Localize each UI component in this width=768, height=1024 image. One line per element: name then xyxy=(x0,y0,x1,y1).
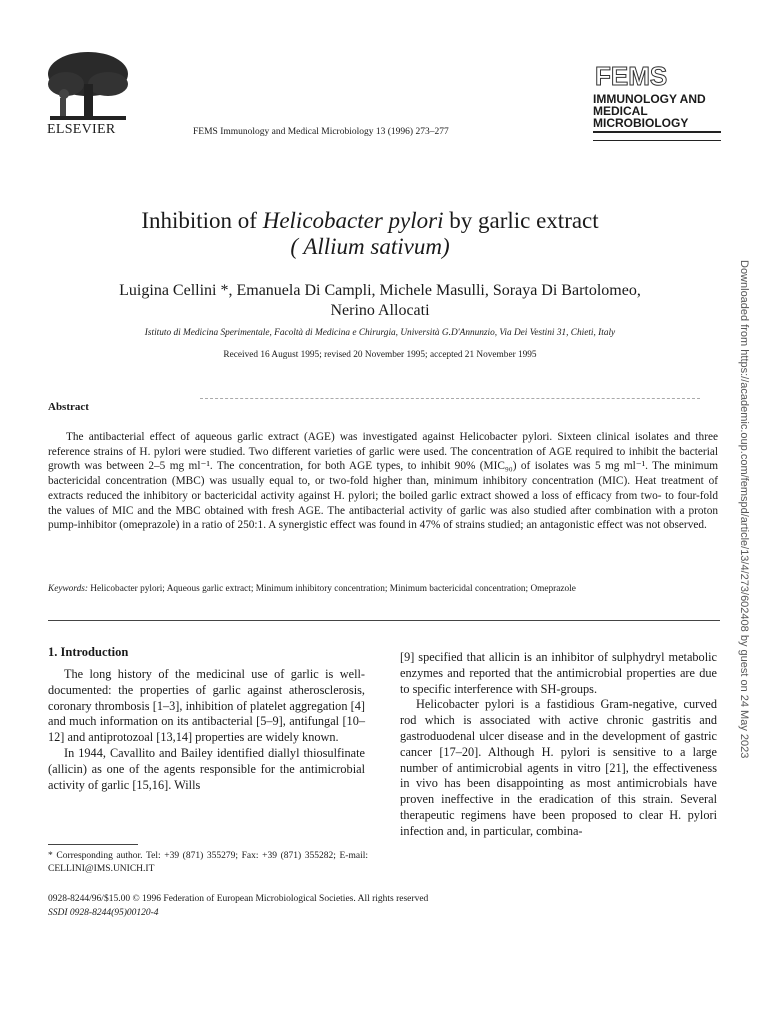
footnote: * Corresponding author. Tel: +39 (871) 355279; Fax: +39 (871) 355282; E-mail: CELLINI@IMS.UNICH.IT xyxy=(48,851,368,874)
journal-title-line: MEDICAL xyxy=(593,104,648,118)
left-column xyxy=(48,667,365,793)
author-list: Luigina Cellini *, Emanuela Di Campli, Michele Masulli, Soraya Di Bartolomeo, Nerino Allocati xyxy=(119,282,641,319)
footnote-rule xyxy=(48,844,138,845)
header-rule xyxy=(593,131,721,133)
section-heading: 1. Introduction xyxy=(48,645,129,659)
journal-citation: FEMS Immunology and Medical Microbiology 13 (1996) 273–277 xyxy=(193,127,449,137)
abstract-text: The antibacterial effect of aqueous garlic extract (AGE) was investigated against Helicobacter pylori. Sixteen clinical isolates and three reference strains of H. pylori were studied. Two different varieties of garlic were used. The concentration of AGE required to inhibit the bacterial growth was between 2–5 mg ml⁻¹. The concentration, for both AGE types, to inhibit 90% (MIC₉₀) of isolates was 5 mg ml⁻¹. The minimum bactericidal concentration (MBC) was usually equal to, or two-fold higher than, minimum inhibitory concentration (MIC). Heat treatment of extracts reduced the inhibitory or bactericidal activity against H. pylori; the boiled garlic extract showed a loss of efficacy from two- to four-fold the values of MIC and the MBC obtained with fresh AGE. The antibacterial activity of garlic was also studied after combination with a proton pump-inhibitor (omeprazole) in a ratio of 250:1. A synergistic effect was found in 47% of strains studied; an antagonistic effect was not observed. xyxy=(48,431,718,532)
affiliation: Istituto di Medicina Sperimentale, Facoltà di Medicina e Chirurgia, Università G.D'Annunzio, Via Dei Vestini 31, Chieti, Italy xyxy=(144,328,616,338)
download-note: Downloaded from https://academic.oup.com/femspd/article/13/4/273/602408 by guest on 24 May 2023 xyxy=(738,260,750,759)
keywords xyxy=(48,583,718,595)
copyright: 0928-8244/96/$15.00 © 1996 Federation of European Microbiological Societies. All rights reserved SSDI 0928-8244(95)00120-4 xyxy=(48,894,429,918)
abstract-heading: Abstract xyxy=(48,401,89,413)
divider xyxy=(48,620,720,621)
svg-text:FEMS: FEMS xyxy=(595,61,668,91)
fems-logo xyxy=(593,60,668,91)
header-rule xyxy=(593,140,721,141)
paragraph: In 1944, Cavallito and Bailey identified diallyl thiosulfinate (allicin) as one of the agents responsible for the antimicrobial activity of garlic [15,16]. Wills xyxy=(48,745,365,792)
paragraph: The long history of the medicinal use of garlic is well-documented: the properties of garlic against atherosclerosis, coronary thrombosis [1–3], inhibition of platelet aggregation [4] and much information on its antibacterial [5–9], antifungal [10–12] and antiprotozoal [13,14] properties are widely known. xyxy=(48,667,365,745)
paragraph: [9] specified that allicin is an inhibitor of sulphydryl metabolic enzymes and reported that the antimicrobial properties are due to specific interference with SH-groups. xyxy=(400,650,717,696)
paragraph: Helicobacter pylori is a fastidious Gram-negative, curved rod which is associated with active chronic gastritis and gastroduodenal ulcer disease and in the development of gastric cancer [17–20]. Although H. pylori is sensitive to a large number of antimicrobial agents in vitro [21], the effectiveness in vivo has been disappointing as most antimicrobials have proven ineffective in the eradication of this strain. Several therapeutic regimens have been proposed to clear H. pylori infection and, in particular, combina- xyxy=(400,697,717,838)
publisher-name: ELSEVIER xyxy=(47,122,116,137)
journal-title-line: MICROBIOLOGY xyxy=(593,116,689,130)
keywords-label: Keywords: xyxy=(48,584,88,594)
journal-title-line: IMMUNOLOGY AND xyxy=(593,92,706,106)
divider xyxy=(200,398,700,399)
elsevier-tree-logo xyxy=(42,48,134,128)
keywords-text: Helicobacter pylori; Aqueous garlic extract; Minimum inhibitory concentration; Minimum bactericidal concentration; Omeprazole xyxy=(87,584,576,594)
received-dates: Received 16 August 1995; revised 20 November 1995; accepted 21 November 1995 xyxy=(223,350,537,360)
right-column xyxy=(400,650,717,840)
journal-title xyxy=(593,93,733,129)
article-title: Inhibition of Helicobacter pylori by garlic extract ( Allium sativum) xyxy=(141,208,599,259)
